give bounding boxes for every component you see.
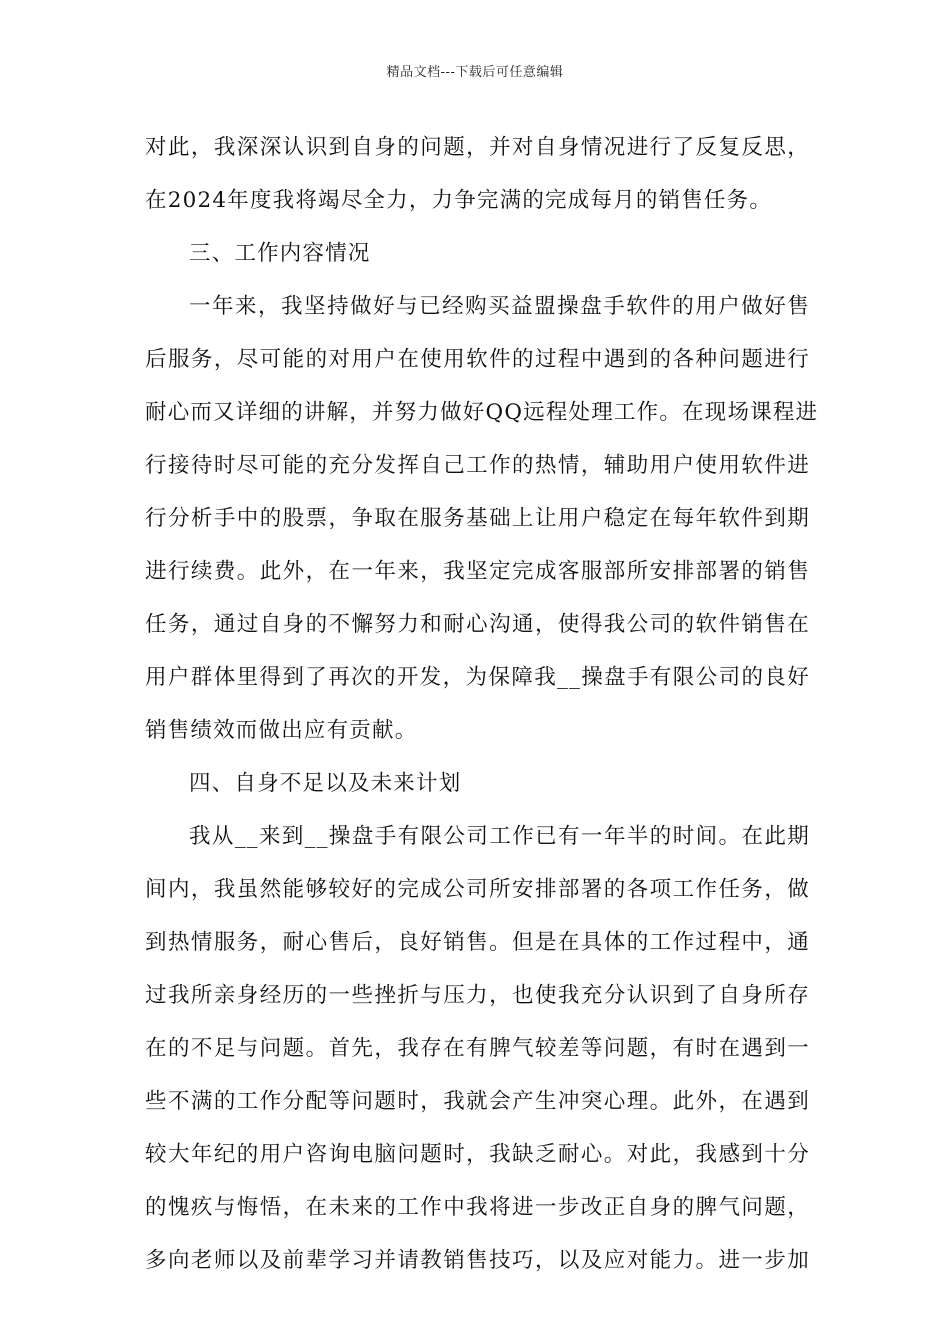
paragraph-line: 行分析手中的股票，争取在服务基础上让用户稳定在每年软件到期 xyxy=(145,506,810,531)
paragraph-line: 任务，通过自身的不懈努力和耐心沟通，使得我公司的软件销售在 xyxy=(145,612,810,637)
section-heading: 四、自身不足以及未来计划 xyxy=(189,771,462,796)
paragraph-line: 在2024年度我将竭尽全力，力争完满的完成每月的销售任务。 xyxy=(145,188,773,213)
document-body xyxy=(145,126,819,1292)
paragraph-line: 一年来，我坚持做好与已经购买益盟操盘手软件的用户做好售 xyxy=(189,294,810,319)
paragraph-line: 进行续费。此外，在一年来，我坚定完成客服部所安排部署的销售 xyxy=(145,559,810,584)
page-header: 精品文档---下载后可任意编辑 xyxy=(386,65,564,80)
paragraph-line: 较大年纪的用户咨询电脑问题时，我缺乏耐心。对此，我感到十分 xyxy=(145,1142,810,1167)
paragraph-line: 多向老师以及前辈学习并请教销售技巧，以及应对能力。进一步加 xyxy=(145,1248,810,1273)
paragraph-line: 过我所亲身经历的一些挫折与压力，也使我充分认识到了自身所存 xyxy=(145,983,810,1008)
paragraph-line: 到热情服务，耐心售后，良好销售。但是在具体的工作过程中，通 xyxy=(145,930,810,955)
paragraph-line: 些不满的工作分配等问题时，我就会产生冲突心理。此外，在遇到 xyxy=(145,1089,810,1114)
paragraph-line: 销售绩效而做出应有贡献。 xyxy=(145,718,418,743)
paragraph-line: 对此，我深深认识到自身的问题，并对自身情况进行了反复反思， xyxy=(145,135,810,160)
paragraph-line: 在的不足与问题。首先，我存在有脾气较差等问题，有时在遇到一 xyxy=(145,1036,810,1061)
paragraph-line: 用户群体里得到了再次的开发，为保障我__操盘手有限公司的良好 xyxy=(145,665,810,690)
paragraph-line: 间内，我虽然能够较好的完成公司所安排部署的各项工作任务，做 xyxy=(145,877,810,902)
paragraph-line: 行接待时尽可能的充分发挥自己工作的热情，辅助用户使用软件进 xyxy=(145,453,810,478)
paragraph-line: 的愧疚与悔悟，在未来的工作中我将进一步改正自身的脾气问题， xyxy=(145,1195,810,1220)
paragraph-line: 后服务，尽可能的对用户在使用软件的过程中遇到的各种问题进行 xyxy=(145,347,810,372)
section-heading: 三、工作内容情况 xyxy=(189,241,371,266)
paragraph-line: 耐心而又详细的讲解，并努力做好QQ远程处理工作。在现场课程进 xyxy=(145,400,819,425)
paragraph-line: 我从__来到__操盘手有限公司工作已有一年半的时间。在此期 xyxy=(189,824,810,849)
